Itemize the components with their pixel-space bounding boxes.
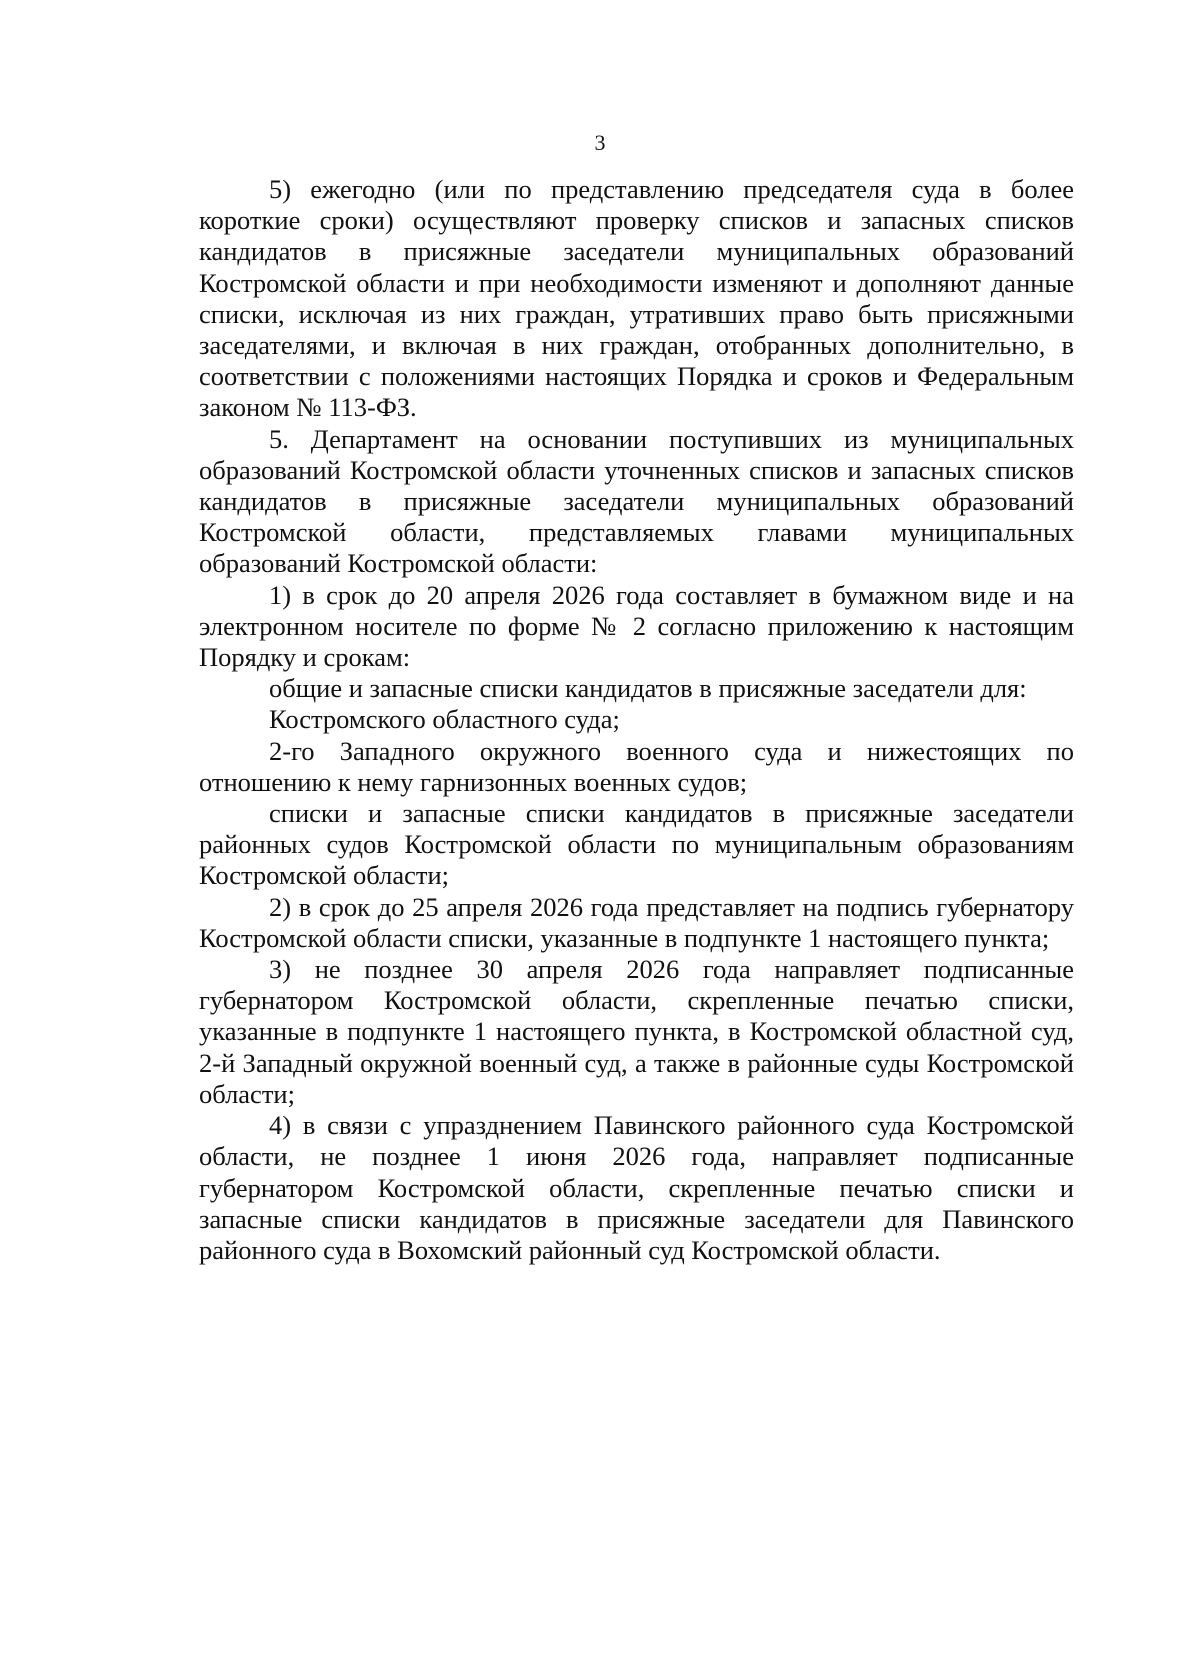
paragraph-subitem-4-june-1: 4) в связи с упразднением Павинского районного суда Костромской области, не позднее 1 июня 2026 года, направляет подписанные губернатором Костромской области, скрепленные печатью списки и запасные списки кандидатов в присяжные заседатели для Павинского районного суда в Вохомский районный суд Костромской области.	[199, 1110, 1074, 1265]
document-body	[199, 174, 1074, 1266]
paragraph-regional-court: Костромского областного суда;	[269, 704, 620, 735]
paragraph-subitem-1-april-20: 1) в срок до 20 апреля 2026 года составляет в бумажном виде и на электронном носителе по форме № 2 согласно приложению к настоящим Порядку и срокам:	[199, 579, 1074, 673]
paragraph-subitem-2-april-25: 2) в срок до 25 апреля 2026 года представляет на подпись губернатору Костромской области списки, указанные в подпункте 1 настоящего пункта;	[199, 891, 1074, 953]
paragraph-item-5-department: 5. Департамент на основании поступивших из муниципальных образований Костромской области уточненных списков и запасных списков кандидатов в присяжные заседатели муниципальных образований Костромской области, представляемых главами муниципальных образований Костромской области:	[199, 423, 1074, 579]
page-number: 3	[594, 130, 606, 155]
paragraph-subitem-3-april-30: 3) не позднее 30 апреля 2026 года направляет подписанные губернатором Костромской области, скрепленные печатью списки, указанные в подпункте 1 настоящего пункта, в Костромской областной суд, 2-й Западный окружной военный суд, а также в районные суды Костромской области;	[199, 954, 1074, 1109]
paragraph-subitem-5-annual-check: 5) ежегодно (или по представлению председателя суда в более короткие сроки) осуществляют проверку списков и запасных списков кандидатов в присяжные заседатели муниципальных образований Костромской области и при необходимости изменяют и дополняют данные списки, исключая из них граждан, утративших право быть присяжными заседателями, и включая в них граждан, отобранных дополнительно, в соответствии с положениями настоящих Порядка и сроков и Федеральным законом № 113-ФЗ.	[199, 174, 1074, 423]
paragraph-military-court: 2-го Западного окружного военного суда и нижестоящих по отношению к нему гарнизонных военных судов;	[199, 735, 1074, 797]
paragraph-district-courts-lists: списки и запасные списки кандидатов в присяжные заседатели районных судов Костромской области по муниципальным образованиям Костромской области;	[199, 798, 1074, 891]
paragraph-general-lists: общие и запасные списки кандидатов в присяжные заседатели для:	[269, 673, 1027, 704]
